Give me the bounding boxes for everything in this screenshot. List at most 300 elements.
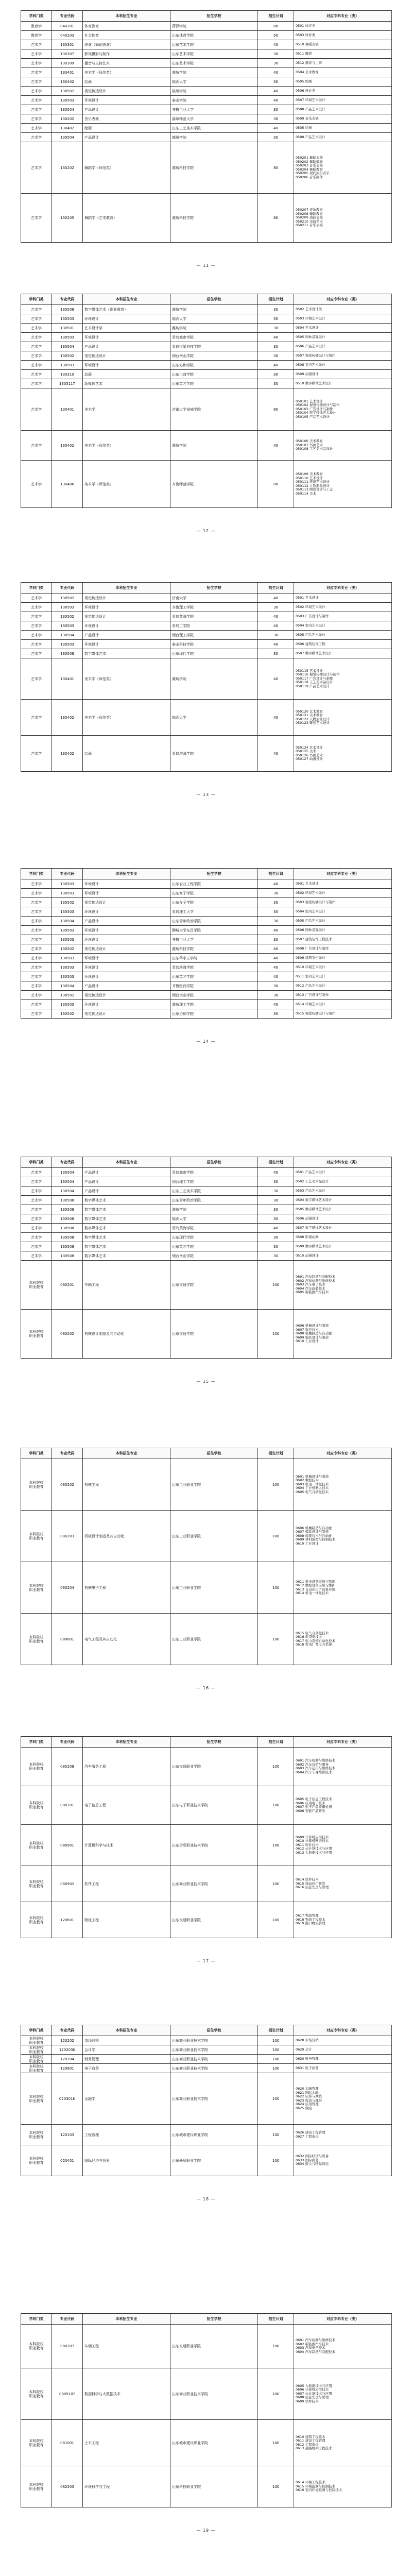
table-cell: 0508 影视动画 [294,1233,392,1242]
table-row [21,1214,392,1224]
table-cell: 本科院校 职业教育 [21,1459,52,1511]
table-cell: 130402 [52,431,83,461]
table-cell: 40 [258,640,294,649]
table-cell: 100 [258,1261,294,1310]
table-cell: 30 [258,898,294,907]
table-cell: 080207 [52,2325,83,2368]
table-cell: 130504 [52,917,83,926]
column-header: 学科门类 [21,2314,52,2325]
table-cell: 山东交通职业学院 [170,2325,258,2368]
table-cell: 山东工业职业学院 [170,1511,258,1562]
table-header-row [21,11,392,22]
table-cell: 080701 [52,1786,83,1825]
table-cell: 工程管理 [83,2125,170,2145]
table-cell: 130508 [52,1205,83,1214]
table-cell: 社会体育 [83,31,170,40]
table-row [21,2064,392,2073]
table-cell: 环境设计 [83,640,170,649]
table-cell: 青岛滨海学院 [170,736,258,772]
table-cell: 130402 [52,124,83,133]
table-cell: 0630 财务管理 [294,2055,392,2064]
table-row [21,907,392,917]
table-cell: 山东工业职业学院 [170,1562,258,1614]
page-number: — 19 — [196,2528,216,2533]
table-header-row [21,1157,392,1168]
table-cell: 0631 电子商务 [294,2064,392,2073]
table-cell: 电气工程及其自动化 [83,1614,170,1665]
table-cell: 0511 室内艺术设计 [294,972,392,981]
column-header: 本科招生专业 [83,583,170,594]
table-cell: 040203 [52,31,83,40]
table-row [21,87,392,96]
page-number: — 18 — [196,2197,216,2201]
table-cell: 临沂大学 [170,77,258,87]
table-cell: 国际经济与贸易 [83,2145,170,2176]
table-cell: 临沂大学 [170,1214,258,1224]
table-cell: 艺术学 [21,379,52,388]
table-cell: 0610 建筑工程技术 0611 建设工程管理 0612 工程造价 0613 道路桥梁工程技术 [294,2420,392,2466]
table-row [21,603,392,612]
table-cell: 环境设计 [83,963,170,972]
table-cell: 青岛恒星科技学院 [170,342,258,351]
table-cell: 环境设计 [83,889,170,898]
table-header-row [21,2025,392,2036]
table-cell: 山东商业职业技术学院 [170,2055,258,2064]
table-cell: 机械电子工程 [83,1562,170,1614]
table-cell: 100 [258,2073,294,2125]
table-cell: 0506 园林景观设计 [294,926,392,935]
table-cell: 艺术学 [21,370,52,379]
table-cell: 山东商业职业技术学院 [170,2368,258,2420]
table-row [21,1233,392,1242]
table-cell: 130503 [52,96,83,105]
table-cell: 体育教育 [83,22,170,31]
column-header: 招生学校 [170,869,258,879]
table-row [21,649,392,658]
table-cell: 潍坊学院 [170,305,258,314]
table-cell: 30 [258,991,294,1000]
table-row [21,2036,392,2045]
table-cell: 艺术学 [21,96,52,105]
table-cell: 青岛黄海学院 [170,1224,258,1233]
table-cell: 130504 [52,105,83,114]
table-cell: 30 [258,917,294,926]
table-cell: 潍坊科技学院 [170,142,258,194]
table-cell: 齐鲁工业大学 [170,105,258,114]
table-cell: 130503 [52,926,83,935]
table-row [21,68,392,77]
page-number: — 17 — [196,1959,216,1963]
table-cell: 土木工程 [83,2420,170,2466]
table-cell: 舞蹈学（师范类） [83,142,170,194]
column-header: 对应专科专业（类） [294,1737,392,1748]
table-row [21,736,392,772]
table-cell: 40 [258,594,294,603]
table-cell: 0506 建筑装饰工程 [294,640,392,649]
table-row [21,917,392,926]
column-header: 对应专科专业（类） [294,1157,392,1168]
table-cell: 临沂大学 [170,700,258,736]
table-cell: 山东现代学院 [170,649,258,658]
table-cell: 40 [258,1168,294,1177]
table-row [21,963,392,972]
column-header: 本科招生专业 [83,1737,170,1748]
table-cell: 艺术学 [21,1224,52,1233]
table-row [21,926,392,935]
table-cell: 30 [258,603,294,612]
table-cell: 数据科学与大数据技术 [83,2368,170,2420]
table-cell: 80 [258,194,294,243]
table-cell: 艺术学 [21,935,52,944]
table-cell: 100 [258,1902,294,1938]
table-row [21,2368,392,2420]
table-cell: 30 [258,1251,294,1261]
table-cell: 山东青年政治学院 [170,1196,258,1205]
table-cell: 40 [258,361,294,370]
table-cell: 30 [258,889,294,898]
table-cell: 0506 产品艺术设计 [294,342,392,351]
table-cell: 艺术学 [21,991,52,1000]
table-cell: 视觉传达设计 [83,898,170,907]
column-header: 专业代码 [52,2025,83,2036]
column-header: 本科招生专业 [83,11,170,22]
table-cell: 040201 [52,22,83,31]
column-header: 专业代码 [52,2314,83,2325]
table-row [21,22,392,31]
table-cell: 0501 产品艺术设计 [294,1168,392,1177]
table-cell: 艺术学 [21,1168,52,1177]
table-cell: 30 [258,1233,294,1242]
table-row [21,2145,392,2176]
table-cell: 130401 [52,658,83,700]
table-cell: 环境设计 [83,926,170,935]
table-cell: 30 [258,631,294,640]
table-cell: 130502 [52,612,83,621]
table-cell: 40 [258,621,294,631]
table-cell: 0620 金融管理 0621 国际金融 0622 证券与期货 0623 投资与理财 0624 信用管理 0625 保险 [294,2073,392,2125]
column-header: 专业代码 [52,583,83,594]
table-cell: 100 [258,1866,294,1902]
table-cell: 080202 [52,1310,83,1359]
table-cell: 30 [258,370,294,379]
table-cell: 数字媒体艺术 [83,1242,170,1251]
table-row [21,1251,392,1261]
table-cell: 环境设计 [83,96,170,105]
table-cell: 080201 [52,1261,83,1310]
table-cell: 教育学 [21,31,52,40]
table-cell: 130503 [52,954,83,963]
table-row [21,333,392,342]
table-cell: 艺术学 [21,87,52,96]
table-cell: 120601 [52,1902,83,1938]
table-cell: 40 [258,954,294,963]
table-cell: 0503 环境艺术设计 [294,314,392,324]
table-cell: 0505 产品艺术设计 [294,631,392,640]
table-cell: 潍坊理工学院 [170,1000,258,1009]
table-cell: 艺术学 [21,114,52,124]
table-cell: 青岛工学院 [170,621,258,631]
table-cell: 绘画 [83,77,170,87]
table-cell: 020301K [52,2073,83,2125]
table-cell: 财务管理 [83,2055,170,2064]
table-cell: 100 [258,2036,294,2045]
column-header: 对应专科专业（类） [294,869,392,879]
table-cell: 30 [258,1214,294,1224]
table-cell: 0507 数字媒体艺术设计 [294,649,392,658]
table-cell: 40 [258,944,294,954]
table-cell: 100 [258,2064,294,2073]
table-cell: 山东交通学院 [170,1310,258,1359]
table-cell: 0508 广告设计与制作 [294,944,392,954]
table-cell: 0501 艺术设计 [294,879,392,889]
table-cell: 40 [258,700,294,736]
table-cell: 物流工程 [83,1902,170,1938]
table-cell: 艺术学 [21,1214,52,1224]
table-cell: 0509 动漫设计 [294,370,392,379]
table-cell: 120202 [52,2036,83,2045]
table-row [21,944,392,954]
table-cell: 0509 数字媒体艺术设计 [294,1242,392,1251]
table-row [21,49,392,59]
table-row [21,114,392,124]
table-cell: 130309 [52,59,83,68]
column-header: 学科门类 [21,2025,52,2036]
column-header: 招生学校 [170,2025,258,2036]
table-cell: 本科院校 职业教育 [21,2420,52,2466]
table-cell: 烟台理工学院 [170,1177,258,1187]
table-cell: 艺术学 [21,889,52,898]
table-cell: 本科院校 职业教育 [21,1902,52,1938]
table-cell: 0514 环境艺术设计 [294,1000,392,1009]
table-cell: 本科院校 职业教育 [21,1786,52,1825]
table-cell: 教育学 [21,22,52,31]
table-cell: 0504 美术教育 [294,68,392,77]
table-cell: 数字媒体艺术 [83,649,170,658]
column-header: 专业代码 [52,1737,83,1748]
table-row [21,1205,392,1214]
table-cell: 艺术学 [21,612,52,621]
table-cell: 艺术学 [21,603,52,612]
column-header: 招生计划 [258,294,294,305]
table-cell: 艺术学 [21,907,52,917]
table-cell: 滨州学院 [170,87,258,96]
column-header: 专业代码 [52,869,83,879]
table-cell: 130503 [52,361,83,370]
table-row [21,1866,392,1902]
table-cell: 艺术学 [21,194,52,243]
table-cell: 青岛城市学院 [170,333,258,342]
table-row [21,1614,392,1665]
table-cell: 100 [258,2368,294,2420]
table-row [21,388,392,431]
column-header: 招生学校 [170,2314,258,2325]
table-cell: 山东华宇工学院 [170,954,258,963]
table-cell: 050115 艺术设计 050116 视觉传播设计与制作 050117 广告设计与制作 050118 工艺美术品设计 050119 产品艺术设计 [294,658,392,700]
table-cell: 30 [258,305,294,314]
table-cell: 0505 绘画 [294,77,392,87]
table-cell: 120204 [52,2055,83,2064]
table-cell: 0510 舞蹈表演 [294,40,392,49]
table-cell: 艺术学 [21,361,52,370]
table-cell: 音乐表演 [83,114,170,124]
table-cell: 机械工程 [83,1459,170,1511]
table-cell: 美术学（师范类） [83,700,170,736]
table-cell: 潍坊学院 [170,324,258,333]
column-header: 招生学校 [170,294,258,305]
table-cell: 130503 [52,907,83,917]
table-cell: 100 [258,2125,294,2145]
column-header: 对应专科专业（类） [294,11,392,22]
table-row [21,77,392,87]
table-row [21,640,392,649]
table-row [21,1902,392,1938]
table-cell: 潍坊学院 [170,431,258,461]
table-cell: 50 [258,314,294,324]
table-cell: 080601 [52,1614,83,1665]
table-cell: 本科院校 职业教育 [21,1562,52,1614]
table-cell: 环境设计 [83,621,170,631]
plan-table [21,1736,392,1938]
table-cell: 艺术学 [21,1205,52,1214]
table-cell: 本科院校 职业教育 [21,1261,52,1310]
table-cell: 艺术学 [21,49,52,59]
table-cell: 聊城大学东昌学院 [170,926,258,935]
table-row [21,124,392,133]
table-cell: 艺术学 [21,700,52,736]
table-cell: 30 [258,1177,294,1187]
column-header: 专业代码 [52,11,83,22]
table-cell: 潍坊科技学院 [170,944,258,954]
table-row [21,2325,392,2368]
column-header: 招生学校 [170,583,258,594]
table-cell: 30 [258,935,294,944]
table-cell: 130504 [52,631,83,640]
table-cell: 30 [258,1187,294,1196]
table-cell: 山东英才学院 [170,1242,258,1251]
table-cell: 0502 环境艺术设计 [294,603,392,612]
table-cell: 130502 [52,87,83,96]
table-cell: 车辆工程 [83,2325,170,2368]
table-row [21,461,392,508]
table-row [21,898,392,907]
table-cell: 130502 [52,991,83,1000]
table-cell: 0502 环境艺术设计 [294,889,392,898]
table-row [21,658,392,700]
table-cell: 美术学（师范类） [83,68,170,77]
table-row [21,954,392,963]
table-row [21,133,392,142]
table-cell: 0506 设计类 [294,87,392,96]
table-cell: 艺术学 [21,1196,52,1205]
table-cell: 数字媒体艺术 [83,1224,170,1233]
table-cell: 100 [258,1459,294,1511]
table-row [21,879,392,889]
table-row [21,2125,392,2145]
plan-table [21,10,392,243]
table-row [21,2073,392,2125]
table-cell: 130503 [52,889,83,898]
table-cell: 130401 [52,388,83,431]
table-cell: 机械设计制造及其自动化 [83,1511,170,1562]
column-header: 学科门类 [21,11,52,22]
table-cell: 山东电子职业技术学院 [170,1786,258,1825]
table-row [21,31,392,40]
table-row [21,1310,392,1359]
table-cell: 80 [258,388,294,431]
table-cell: 舞蹈学（艺术教育） [83,194,170,243]
table-cell: 120103 [52,2125,83,2145]
table-cell: 泰山学院 [170,96,258,105]
table-cell: 0601 汽车制造与装配技术 0602 汽车检测与维修技术 0603 汽车电子技术 0604 汽车改装技术 0605 新能源汽车技术 [294,1261,392,1310]
table-cell: 130402 [52,736,83,772]
table-cell: 30 [258,342,294,351]
table-cell: 30 [258,649,294,658]
table-cell: 视觉传达设计 [83,612,170,621]
table-row [21,194,392,243]
table-cell: 青岛城市学院 [170,1168,258,1177]
table-cell: 艺术学 [21,926,52,935]
table-cell: 表演（舞蹈表演） [83,40,170,49]
table-row [21,1261,392,1310]
table-cell: 130503 [52,640,83,649]
table-cell: 车辆工程 [83,1261,170,1310]
table-cell: 0502 工艺美术品设计 [294,1177,392,1187]
table-cell: 0601 汽车检测与维修技术 0602 汽车营销与服务 0603 汽车运用与维修技术 0604 汽车车身维修技术 [294,1748,392,1786]
column-header: 招生学校 [170,1157,258,1168]
table-cell: 环境设计 [83,954,170,963]
table-cell: 050207 音乐教育 050208 舞蹈教育 050209 戏曲表演 050210 表演艺术 050211 音乐表演 [294,194,392,243]
table-header-row [21,583,392,594]
table-cell: 艺术学 [21,431,52,461]
table-cell: 潍坊学院 [170,68,258,77]
table-cell: 潍坊学院 [170,658,258,700]
table-cell: 130503 [52,1000,83,1009]
table-cell: 计算机科学与技术 [83,1825,170,1866]
table-cell: 艺术学 [21,1242,52,1251]
table-cell: 40 [258,431,294,461]
table-cell: 山东协和学院 [170,361,258,370]
table-row [21,1168,392,1177]
table-cell: 艺术学 [21,142,52,194]
table-cell: 0605 电子信息工程技术 0606 应用电子技术 0607 电子产品质量检测 0608 智能产品开发 [294,1786,392,1825]
table-cell: 0503 视觉传播设计与制作 [294,898,392,907]
table-cell: 艺术学 [21,658,52,700]
table-cell: 40 [258,879,294,889]
table-cell: 艺术学 [21,649,52,658]
column-header: 本科招生专业 [83,1448,170,1459]
table-cell: 本科院校 职业教育 [21,2125,52,2145]
table-cell: 本科院校 职业教育 [21,1748,52,1786]
table-cell: 30 [258,324,294,333]
table-cell: 电子商务 [83,2064,170,2073]
column-header: 本科招生专业 [83,294,170,305]
table-row [21,1459,392,1511]
table-cell: 视觉传达设计 [83,351,170,361]
column-header: 学科门类 [21,1737,52,1748]
table-cell: 0510 环境艺术设计 [294,963,392,972]
table-cell: 080902 [52,1866,83,1902]
table-cell: 德州学院 [170,133,258,142]
table-row [21,142,392,194]
table-cell: 艺术学 [21,124,52,133]
table-cell: 本科院校 职业教育 [21,1614,52,1665]
table-cell: 烟台南山学院 [170,1251,258,1261]
table-cell: 山东工艺美术学院 [170,124,258,133]
table-cell: 130503 [52,935,83,944]
table-header-row [21,294,392,305]
table-cell: 数字媒体艺术（职业教育） [83,305,170,314]
table-cell: 环境设计 [83,1000,170,1009]
